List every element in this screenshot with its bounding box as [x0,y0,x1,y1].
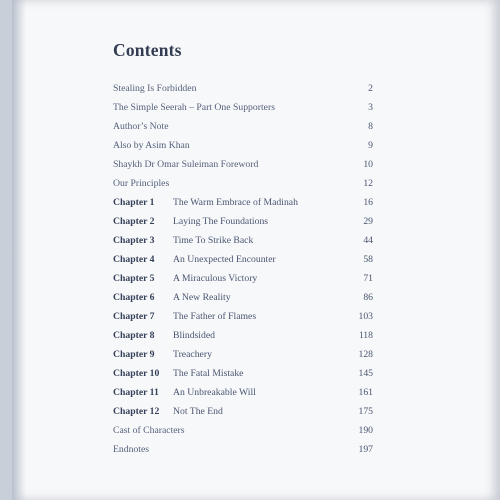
table-of-contents [113,79,373,459]
page-number: 12 [363,178,373,189]
entry-title: An Unexpected Encounter [173,254,276,265]
entry-title: Laying The Foundations [173,216,269,227]
page-number: 2 [368,83,373,94]
entry-title: A Miraculous Victory [173,273,258,284]
toc-entry [113,98,373,117]
toc-entry [113,288,373,307]
page-number: 86 [363,292,373,303]
contents-heading: Contents [113,40,182,60]
entry-title: Cast of Characters [113,425,185,436]
entry-title: Blindsided [173,330,215,341]
chapter-number: Chapter 6 [113,292,155,303]
toc-entry [113,79,373,98]
chapter-number: Chapter 10 [113,368,160,379]
toc-entry [113,193,373,212]
chapter-number: Chapter 2 [113,216,155,227]
toc-entry [113,117,373,136]
entry-title: Endnotes [113,444,150,455]
page-number: 118 [358,330,373,341]
page-number: 103 [358,311,373,322]
toc-entry [113,174,373,193]
chapter-number: Chapter 1 [113,197,155,208]
page-number: 175 [358,406,373,417]
page-number: 197 [358,444,373,455]
chapter-number: Chapter 3 [113,235,155,246]
chapter-number: Chapter 9 [113,349,155,360]
entry-title: An Unbreakable Will [173,387,256,398]
toc-entry [113,250,373,269]
toc-entry [113,307,373,326]
chapter-number: Chapter 11 [113,387,159,398]
toc-entry [113,440,373,459]
page-number: 71 [363,273,373,284]
entry-title: Treachery [173,349,212,360]
toc-entry [113,136,373,155]
entry-title: A New Reality [173,292,231,303]
toc-entry [113,269,373,288]
entry-title: The Warm Embrace of Madinah [173,197,298,208]
chapter-number: Chapter 5 [113,273,155,284]
chapter-number: Chapter 8 [113,330,155,341]
toc-entry [113,364,373,383]
page-number: 44 [363,235,373,246]
entry-title: Also by Asim Khan [113,140,190,151]
chapter-number: Chapter 12 [113,406,160,417]
page-number: 10 [363,159,373,170]
page-number: 128 [358,349,373,360]
page-number: 145 [358,368,373,379]
toc-entry [113,326,373,345]
chapter-number: Chapter 7 [113,311,155,322]
entry-title: Stealing Is Forbidden [113,83,197,94]
entry-title: Author’s Note [113,121,169,132]
page-number: 8 [368,121,373,132]
toc-entry [113,212,373,231]
page-number: 16 [363,197,373,208]
entry-title: The Fatal Mistake [173,368,244,379]
page-number: 161 [358,387,373,398]
toc-entry [113,402,373,421]
entry-title: Shaykh Dr Omar Suleiman Foreword [113,159,259,170]
toc-entry [113,155,373,174]
toc-entry [113,231,373,250]
book-page [12,0,500,500]
chapter-number: Chapter 4 [113,254,155,265]
page-number: 190 [358,425,373,436]
page-number: 29 [363,216,373,227]
entry-title: Our Principles [113,178,170,189]
entry-title: The Father of Flames [173,311,257,322]
entry-title: The Simple Seerah – Part One Supporters [113,102,275,113]
toc-entry [113,421,373,440]
entry-title: Time To Strike Back [173,235,254,246]
entry-title: Not The End [173,406,223,417]
page-number: 9 [368,140,373,151]
toc-entry [113,345,373,364]
page-number: 58 [363,254,373,265]
page-number: 3 [368,102,373,113]
toc-entry [113,383,373,402]
